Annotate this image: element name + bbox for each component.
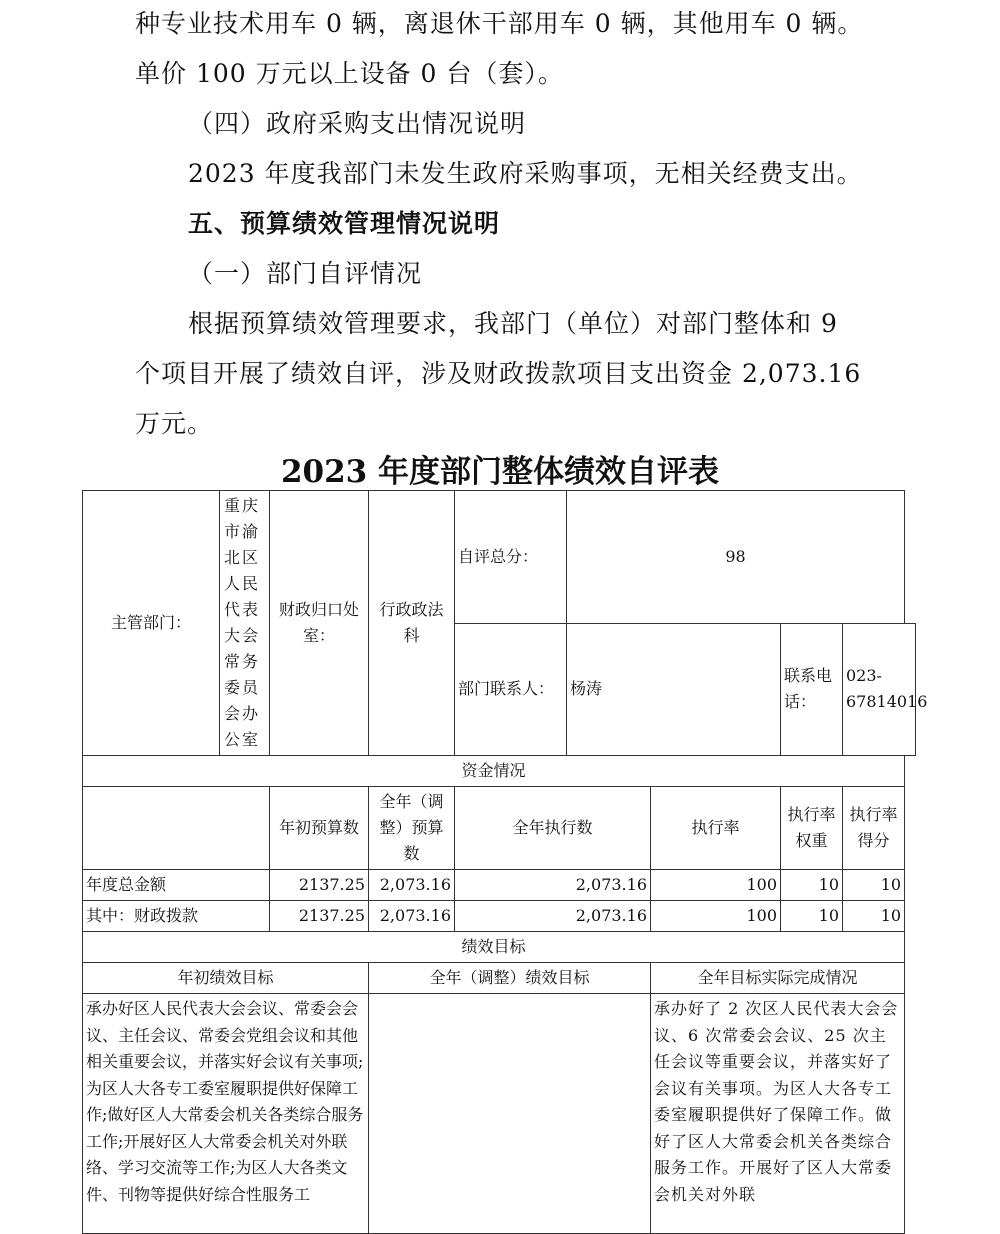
paragraph-self-evaluation-1: 根据预算绩效管理要求，我部门（单位）对部门整体和 9 — [188, 309, 838, 338]
funds-corner-cell — [83, 787, 270, 870]
contact-value: 杨涛 — [567, 623, 781, 756]
table-row — [83, 870, 916, 901]
goals-section-header: 绩效目标 — [83, 932, 905, 963]
cell-rate-weight: 10 — [781, 870, 843, 901]
table-title: 2023 年度部门整体绩效自评表 — [280, 454, 720, 490]
funds-section-header: 资金情况 — [83, 756, 905, 787]
col-header-executed: 全年执行数 — [455, 787, 651, 870]
text-line-equipment: 单价 100 万元以上设备 0 台（套）。 — [135, 59, 564, 88]
goal-initial-text: 承办好区人民代表大会会议、常委会会议、主任会议、常委会党组会议和其他相关重要会议，并落实好会议有关事项;为区人大各专工委室履职提供好保障工作;做好区人大常委会机关各类综合服务工作;开展好区人大常委会机关对外联络、学习交流等工作;为区人大各类文件、刊物等提供好综合性服务工 — [83, 994, 369, 1234]
goal-adjusted-text — [369, 994, 651, 1234]
cell-executed: 2,073.16 — [455, 901, 651, 932]
cell-adjusted-budget: 2,073.16 — [369, 901, 455, 932]
cell-execution-rate: 100 — [651, 901, 781, 932]
paragraph-self-evaluation-3: 万元。 — [135, 409, 214, 438]
table-row — [83, 901, 916, 932]
paragraph-procurement: 2023 年度我部门未发生政府采购事项，无相关经费支出。 — [188, 159, 863, 188]
dept-label: 主管部门： — [83, 491, 220, 756]
goal-col-adjusted: 全年（调整）绩效目标 — [369, 963, 651, 994]
cell-rate-weight: 10 — [781, 901, 843, 932]
goal-actual-text: 承办好了 2 次区人民代表大会会议、6 次常委会会议、25 次主任会议等重要会议，并落实好了会议有关事项。为区人大各专工委室履职提供好了保障工作。做好了区人大常委会机关各类综合服务工作。开展好了区人大常委会机关对外联 — [651, 994, 905, 1234]
text-line-vehicles: 种专业技术用车 0 辆，离退休干部用车 0 辆，其他用车 0 辆。 — [135, 9, 864, 38]
col-header-adjusted-budget: 全年（调整）预算数 — [369, 787, 455, 870]
subheading-self-evaluation: （一）部门自评情况 — [188, 259, 423, 288]
score-label: 自评总分： — [455, 491, 567, 624]
cell-initial-budget: 2137.25 — [270, 870, 369, 901]
score-value: 98 — [567, 491, 905, 624]
col-header-rate-score: 执行率得分 — [843, 787, 905, 870]
heading-procurement: （四）政府采购支出情况说明 — [188, 109, 527, 138]
finance-label: 财政归口处室： — [270, 491, 369, 756]
col-header-rate-weight: 执行率权重 — [781, 787, 843, 870]
cell-rate-score: 10 — [843, 870, 905, 901]
goal-col-actual: 全年目标实际完成情况 — [651, 963, 905, 994]
section-heading-performance: 五、预算绩效管理情况说明 — [188, 209, 501, 238]
row-label: 其中：财政拨款 — [83, 901, 270, 932]
col-header-initial-budget: 年初预算数 — [270, 787, 369, 870]
cell-adjusted-budget: 2,073.16 — [369, 870, 455, 901]
contact-label: 部门联系人： — [455, 623, 567, 756]
dept-value: 重庆市渝北区人民代表大会常务委员会办公室 — [220, 491, 270, 756]
finance-value: 行政政法科 — [369, 491, 455, 756]
evaluation-table — [82, 490, 928, 1234]
row-label: 年度总金额 — [83, 870, 270, 901]
phone-label: 联系电话： — [781, 623, 843, 756]
goal-col-initial: 年初绩效目标 — [83, 963, 369, 994]
col-header-execution-rate: 执行率 — [651, 787, 781, 870]
cell-rate-score: 10 — [843, 901, 905, 932]
cell-executed: 2,073.16 — [455, 870, 651, 901]
paragraph-self-evaluation-2: 个项目开展了绩效自评，涉及财政拨款项目支出资金 2,073.16 — [135, 359, 862, 388]
cell-initial-budget: 2137.25 — [270, 901, 369, 932]
cell-execution-rate: 100 — [651, 870, 781, 901]
phone-value: 023-67814016 — [843, 623, 916, 756]
